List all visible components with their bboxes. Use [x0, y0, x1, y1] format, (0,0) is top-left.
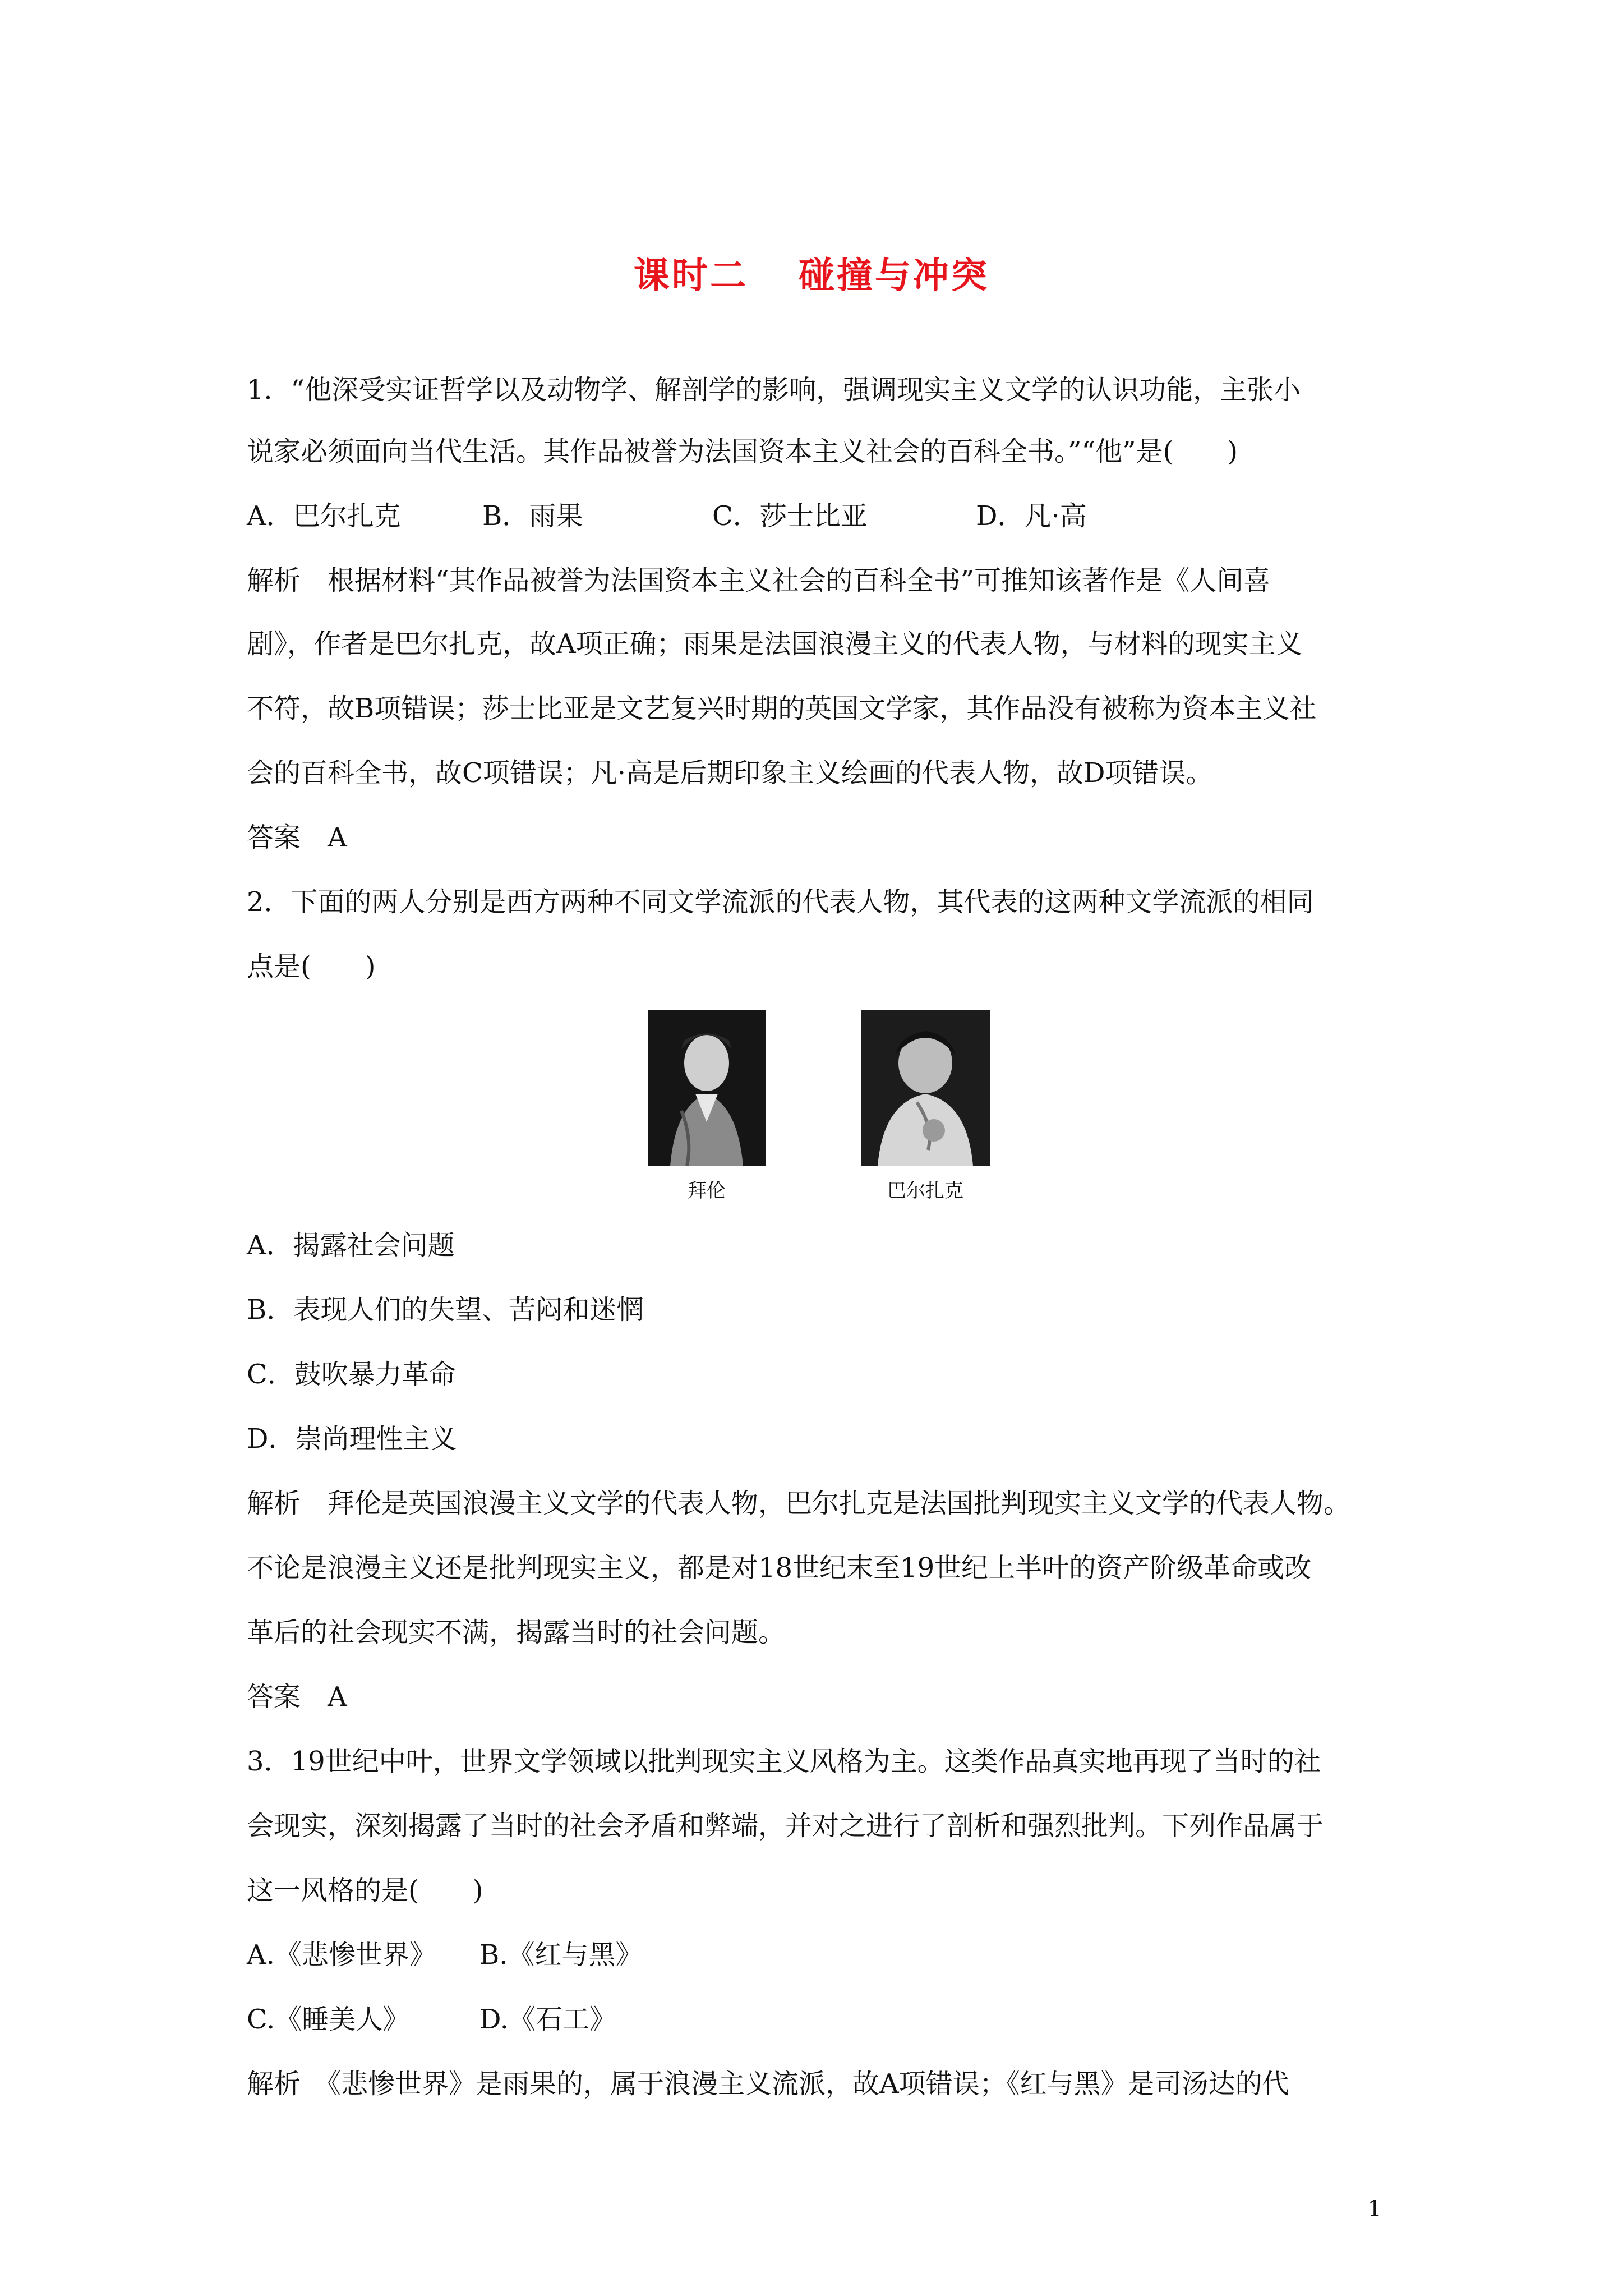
q1-option-b: B．雨果	[482, 500, 583, 532]
q1-analysis-line: 剧》，作者是巴尔扎克，故A项正确；雨果是法国浪漫主义的代表人物，与材料的现实主义	[247, 628, 1303, 660]
q1-analysis-line: 解析 根据材料“其作品被誉为法国资本主义社会的百科全书”可推知该著作是《人间喜	[247, 565, 1271, 596]
q1-option-a: A．巴尔扎克	[247, 500, 401, 532]
q2-analysis-line: 革后的社会现实不满，揭露当时的社会问题。	[247, 1617, 786, 1648]
caption-balzac: 巴尔扎克	[887, 1180, 963, 1202]
q3-option-c: C.《睡美人》	[247, 2004, 410, 2035]
q1-stem-line: 说家必须面向当代生活。其作品被誉为法国资本主义社会的百科全书。”“他”是( )	[247, 436, 1238, 467]
q2-stem-line: 点是( )	[247, 951, 376, 982]
q2-option-a: A．揭露社会问题	[247, 1230, 455, 1261]
q2-stem-line: 2．下面的两人分别是西方两种不同文学流派的代表人物，其代表的这两种文学流派的相同	[247, 886, 1314, 918]
q1-option-d: D．凡·高	[976, 500, 1087, 532]
q1-answer: 答案 A	[247, 822, 347, 853]
q2-analysis-line: 不论是浪漫主义还是批判现实主义，都是对18世纪末至19世纪上半叶的资产阶级革命或改	[247, 1552, 1312, 1584]
page-number: 1	[1367, 2196, 1382, 2222]
q3-option-a: A.《悲惨世界》	[247, 1939, 436, 1971]
q1-stem-line: 1．“他深受实证哲学以及动物学、解剖学的影响，强调现实主义文学的认识功能，主张小	[247, 374, 1301, 406]
q2-option-d: D．崇尚理性主义	[247, 1423, 457, 1455]
q1-analysis-line: 不符，故B项错误；莎士比亚是文艺复兴时期的英国文学家，其作品没有被称为资本主义社	[247, 693, 1317, 724]
caption-byron: 拜伦	[688, 1180, 726, 1202]
q3-stem-line: 这一风格的是( )	[247, 1875, 483, 1906]
q2-analysis-line: 解析 拜伦是英国浪漫主义文学的代表人物，巴尔扎克是法国批判现实主义文学的代表人物。	[247, 1488, 1351, 1519]
q3-stem-line: 3．19世纪中叶，世界文学领域以批判现实主义风格为主。这类作品真实地再现了当时的社	[247, 1746, 1321, 1777]
page-title	[0, 247, 1623, 298]
q3-stem-line: 会现实，深刻揭露了当时的社会矛盾和弊端，并对之进行了剖析和强烈批判。下列作品属于	[247, 1810, 1324, 1842]
q2-answer: 答案 A	[247, 1681, 347, 1713]
title-sub: 碰撞与冲突	[799, 255, 989, 297]
q3-option-d: D.《石工》	[479, 2004, 617, 2035]
balzac-portrait	[861, 1010, 990, 1166]
byron-portrait	[648, 1010, 766, 1166]
q3-option-b: B.《红与黑》	[479, 1939, 643, 1971]
q2-option-b: B．表现人们的失望、苦闷和迷惘	[247, 1294, 644, 1326]
q1-analysis-line: 会的百科全书，故C项错误；凡·高是后期印象主义绘画的代表人物，故D项错误。	[247, 757, 1213, 789]
q1-option-c: C．莎士比亚	[712, 500, 868, 532]
q3-analysis-line: 解析 《悲惨世界》是雨果的，属于浪漫主义流派，故A项错误；《红与黑》是司汤达的代	[247, 2068, 1289, 2100]
q2-option-c: C．鼓吹暴力革命	[247, 1359, 456, 1390]
title-main: 课时二	[634, 255, 748, 297]
